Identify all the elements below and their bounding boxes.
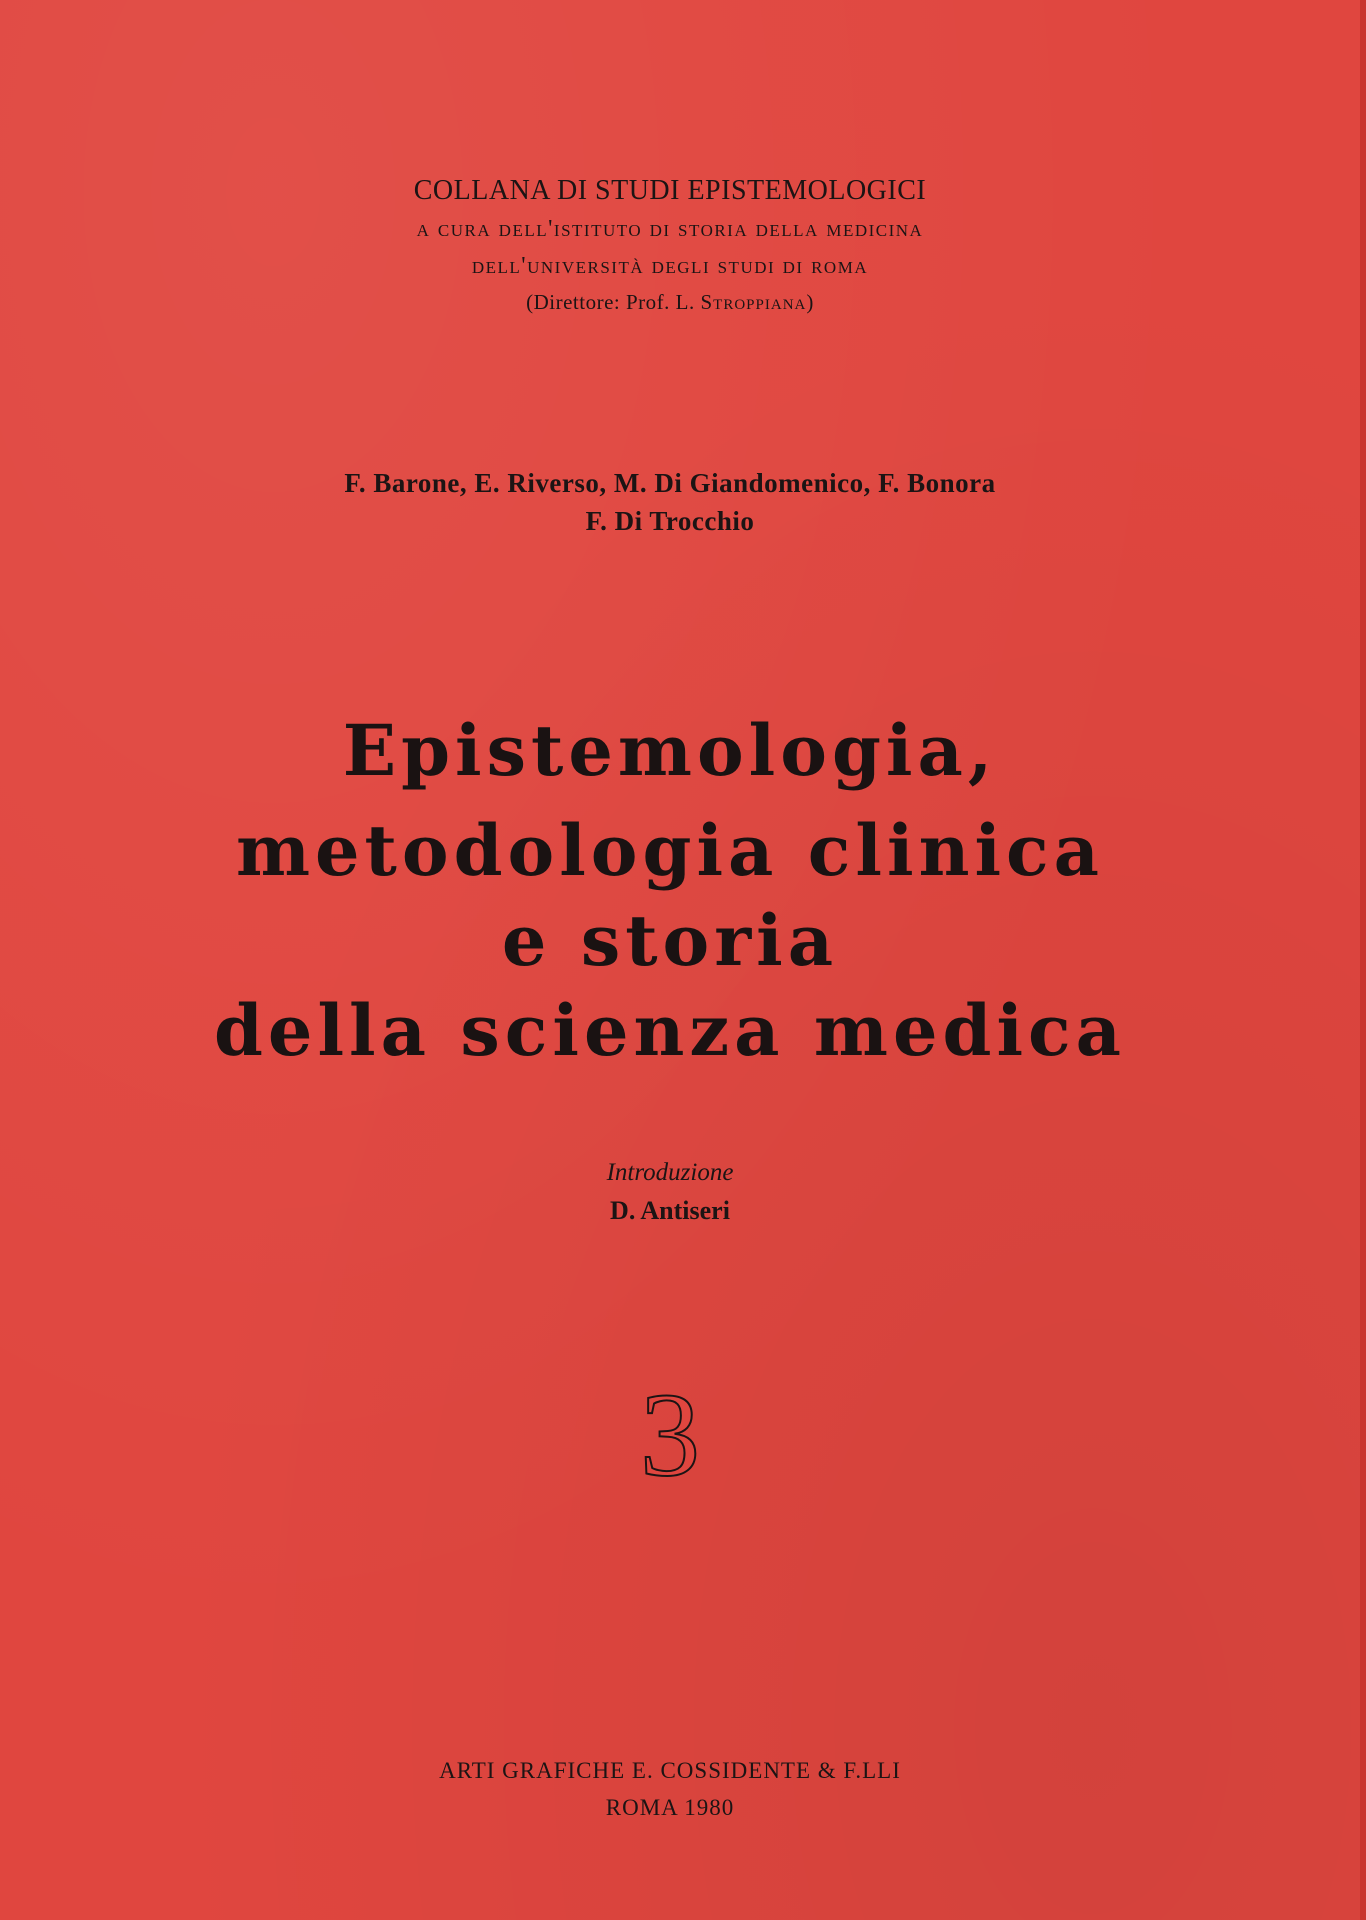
publisher-line: ARTI GRAFICHE E. COSSIDENTE & F.LLI xyxy=(439,1758,901,1783)
introduction-author: D. Antiseri xyxy=(610,1196,730,1225)
book-title-line-2: metodologia clinica xyxy=(235,809,1105,892)
series-director-line xyxy=(0,290,1340,315)
series-university-line: dell'università degli studi di roma xyxy=(471,253,869,279)
cover-edge xyxy=(1360,0,1366,1920)
director-prefix: (Direttore: Prof. L. xyxy=(526,290,701,314)
series-title: COLLANA DI STUDI EPISTEMOLOGICI xyxy=(413,175,927,206)
series-editor-line: a cura dell'istituto di storia della medicina xyxy=(416,216,924,242)
authors-line-1: F. Barone, E. Riverso, M. Di Giandomenico, F. Bonora xyxy=(344,468,996,498)
director-suffix: ) xyxy=(806,290,814,314)
introduction-label: Introduzione xyxy=(606,1159,734,1186)
authors-line-2: F. Di Trocchio xyxy=(585,506,755,536)
book-title-line-4: della scienza medica xyxy=(213,989,1127,1072)
publisher-place-year: ROMA 1980 xyxy=(605,1795,735,1820)
director-name: Stroppiana xyxy=(700,290,807,314)
volume-number: 3 xyxy=(640,1368,700,1501)
book-title-line-3: e storia xyxy=(501,899,839,982)
book-title-line-1: Epistemologia, xyxy=(342,709,998,792)
